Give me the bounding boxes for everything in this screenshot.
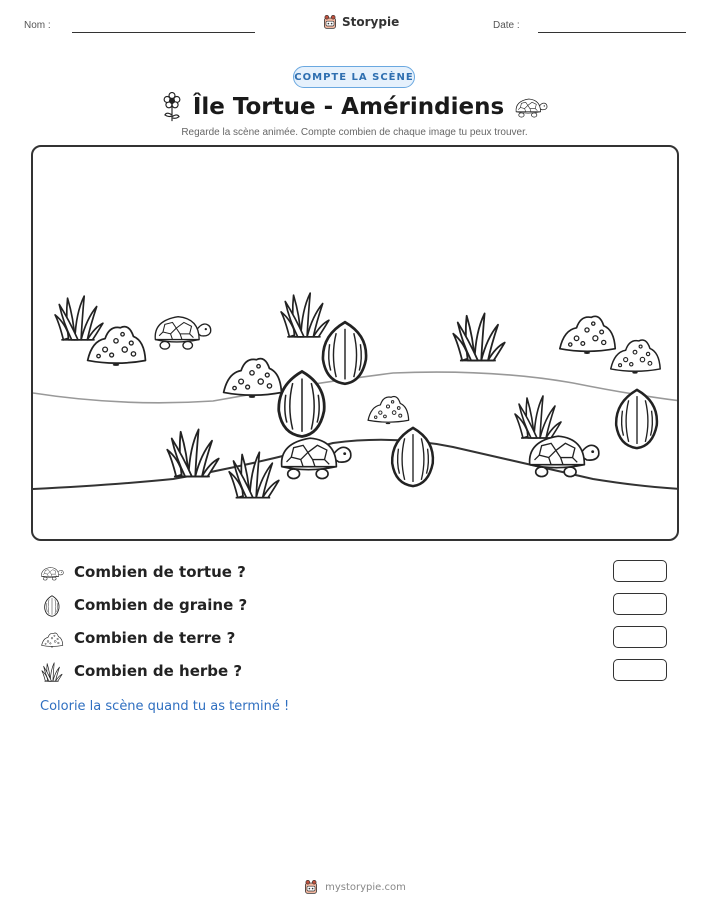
turtle-icon: [282, 438, 351, 478]
instructions: Regarde la scène animée. Compte combien de chaque image tu peux trouver.: [181, 127, 528, 138]
flower-icon: [161, 92, 183, 122]
dirt-icon: [611, 340, 660, 374]
page-title: Île Tortue - Amérindiens: [192, 94, 505, 120]
title-row: [0, 90, 709, 124]
question-text: Combien de tortue ?: [74, 563, 246, 581]
brand: [322, 12, 399, 32]
dirt-icon: [224, 359, 282, 398]
seed-icon: [40, 595, 64, 617]
turtle-icon: [514, 95, 548, 119]
coloring-note: Colorie la scène quand tu as terminé !: [40, 699, 290, 714]
seed-icon: [616, 390, 657, 448]
question-seed: [40, 593, 680, 619]
storypie-logo-icon: [322, 14, 338, 30]
footer-url[interactable]: mystorypie.com: [325, 881, 406, 893]
grass-icon: [453, 313, 505, 360]
grass-icon: [167, 429, 219, 476]
question-grass: [40, 659, 680, 685]
grass-icon: [281, 293, 329, 337]
seed-icon: [323, 322, 366, 384]
question-text: Combien de herbe ?: [74, 662, 243, 680]
turtle-icon: [155, 317, 211, 349]
answer-box-turtle[interactable]: [613, 560, 667, 582]
turtle-icon: [530, 436, 599, 476]
question-turtle: [40, 560, 680, 586]
seed-icon: [392, 428, 433, 486]
header-bar: [0, 0, 709, 50]
answer-box-dirt[interactable]: [613, 626, 667, 648]
answer-box-seed[interactable]: [613, 593, 667, 615]
name-field[interactable]: [72, 32, 255, 33]
footer: [0, 879, 709, 895]
brand-name: Storypie: [342, 15, 400, 29]
date-field[interactable]: [538, 32, 686, 33]
grass-icon: [515, 396, 561, 438]
answer-box-grass[interactable]: [613, 659, 667, 681]
name-label: Nom :: [24, 20, 51, 31]
question-dirt: [40, 626, 680, 652]
storypie-logo-icon: [303, 879, 319, 895]
activity-badge: COMPTE LA SCÈNE: [293, 66, 415, 88]
grass-icon: [55, 296, 103, 340]
dirt-icon: [560, 316, 615, 354]
turtle-icon: [40, 562, 64, 584]
seed-icon: [279, 372, 324, 437]
scene-illustration: [33, 147, 679, 541]
dirt-icon: [40, 628, 64, 650]
date-label: Date :: [493, 20, 520, 31]
grass-icon: [40, 661, 64, 683]
dirt-icon: [368, 397, 409, 425]
scene-frame: [31, 145, 679, 541]
question-text: Combien de terre ?: [74, 629, 236, 647]
question-text: Combien de graine ?: [74, 596, 248, 614]
